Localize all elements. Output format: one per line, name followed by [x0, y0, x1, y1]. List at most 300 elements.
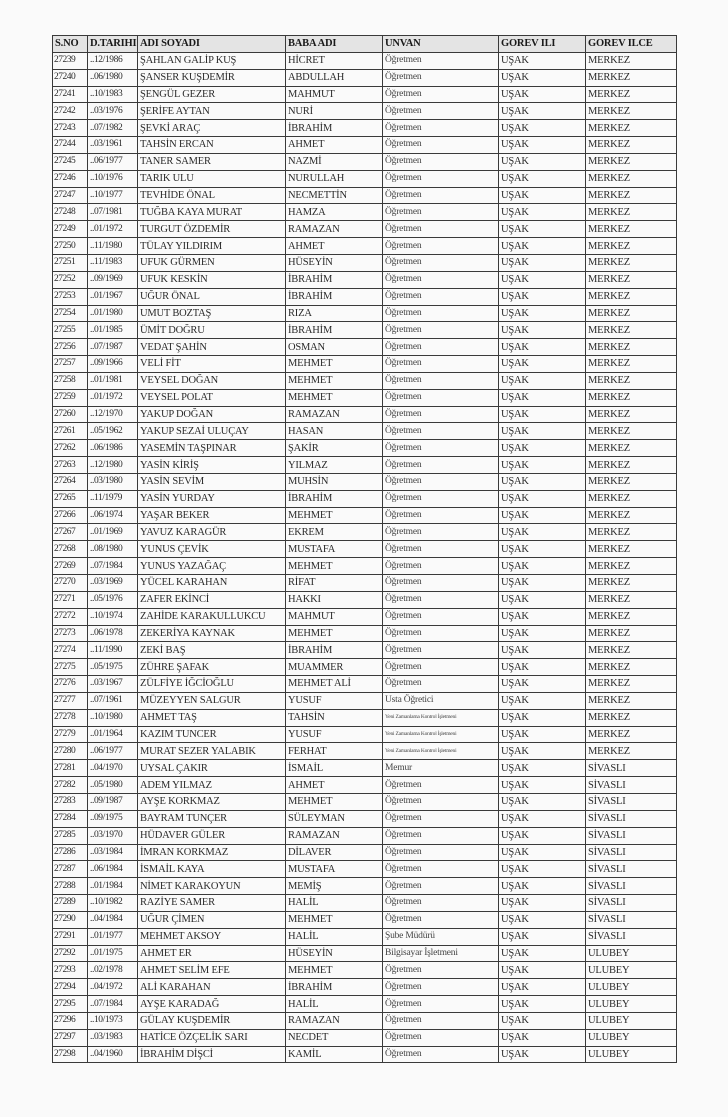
cell-father-name: İBRAHİM — [286, 490, 383, 507]
cell-father-name: AHMET — [286, 137, 383, 154]
table-row — [53, 743, 677, 760]
cell-full-name: ÜMİT DOĞRU — [138, 322, 286, 339]
cell-sno: 27281 — [53, 760, 88, 777]
table-row — [53, 204, 677, 221]
cell-birth-date: ..12/1986 — [88, 52, 138, 69]
cell-birth-date: ..09/1975 — [88, 810, 138, 827]
cell-full-name: YASİN SEVİM — [138, 473, 286, 490]
cell-full-name: ŞAHLAN GALİP KUŞ — [138, 52, 286, 69]
cell-sno: 27290 — [53, 911, 88, 928]
cell-full-name: AHMET TAŞ — [138, 709, 286, 726]
cell-title: Öğretmen — [383, 221, 499, 238]
cell-title: Öğretmen — [383, 254, 499, 271]
cell-father-name: HALİL — [286, 996, 383, 1013]
table-row — [53, 760, 677, 777]
cell-province: UŞAK — [499, 457, 586, 474]
cell-father-name: İBRAHİM — [286, 271, 383, 288]
cell-province: UŞAK — [499, 541, 586, 558]
table-row — [53, 692, 677, 709]
cell-sno: 27276 — [53, 676, 88, 693]
cell-father-name: YUSUF — [286, 692, 383, 709]
table-row — [53, 238, 677, 255]
cell-district: MERKEZ — [586, 372, 677, 389]
cell-sno: 27272 — [53, 608, 88, 625]
table-row — [53, 271, 677, 288]
cell-father-name: HÜSEYİN — [286, 945, 383, 962]
cell-district: MERKEZ — [586, 490, 677, 507]
header-title: UNVAN — [383, 36, 499, 53]
cell-sno: 27270 — [53, 575, 88, 592]
cell-birth-date: ..10/1980 — [88, 709, 138, 726]
cell-sno: 27240 — [53, 69, 88, 86]
cell-sno: 27263 — [53, 457, 88, 474]
cell-full-name: TURGUT ÖZDEMİR — [138, 221, 286, 238]
table-row — [53, 356, 677, 373]
cell-district: MERKEZ — [586, 339, 677, 356]
cell-father-name: RİFAT — [286, 575, 383, 592]
cell-sno: 27269 — [53, 558, 88, 575]
table-row — [53, 726, 677, 743]
cell-province: UŞAK — [499, 895, 586, 912]
cell-full-name: İSMAİL KAYA — [138, 861, 286, 878]
table-row — [53, 777, 677, 794]
cell-birth-date: ..10/1983 — [88, 86, 138, 103]
cell-sno: 27257 — [53, 356, 88, 373]
table-row — [53, 52, 677, 69]
cell-sno: 27294 — [53, 979, 88, 996]
cell-province: UŞAK — [499, 137, 586, 154]
cell-sno: 27293 — [53, 962, 88, 979]
cell-sno: 27274 — [53, 642, 88, 659]
cell-full-name: AYŞE KARADAĞ — [138, 996, 286, 1013]
cell-district: MERKEZ — [586, 120, 677, 137]
cell-full-name: AYŞE KORKMAZ — [138, 793, 286, 810]
table-row — [53, 339, 677, 356]
cell-sno: 27239 — [53, 52, 88, 69]
cell-full-name: TÜLAY YILDIRIM — [138, 238, 286, 255]
cell-sno: 27253 — [53, 288, 88, 305]
cell-province: UŞAK — [499, 305, 586, 322]
cell-district: MERKEZ — [586, 238, 677, 255]
table-row — [53, 1046, 677, 1063]
cell-district: MERKEZ — [586, 204, 677, 221]
cell-title: Öğretmen — [383, 288, 499, 305]
cell-birth-date: ..06/1986 — [88, 440, 138, 457]
cell-district: SİVASLI — [586, 895, 677, 912]
table-row — [53, 440, 677, 457]
cell-title: Öğretmen — [383, 170, 499, 187]
cell-full-name: RAZİYE SAMER — [138, 895, 286, 912]
cell-title: Öğretmen — [383, 810, 499, 827]
cell-sno: 27288 — [53, 878, 88, 895]
cell-full-name: MEHMET AKSOY — [138, 928, 286, 945]
cell-birth-date: ..05/1976 — [88, 591, 138, 608]
cell-sno: 27268 — [53, 541, 88, 558]
cell-father-name: MEHMET ALİ — [286, 676, 383, 693]
cell-title: Öğretmen — [383, 103, 499, 120]
cell-province: UŞAK — [499, 507, 586, 524]
cell-birth-date: ..06/1977 — [88, 743, 138, 760]
cell-full-name: YASİN YURDAY — [138, 490, 286, 507]
cell-father-name: MEHMET — [286, 507, 383, 524]
cell-district: MERKEZ — [586, 153, 677, 170]
table-row — [53, 137, 677, 154]
cell-province: UŞAK — [499, 760, 586, 777]
cell-birth-date: ..06/1974 — [88, 507, 138, 524]
cell-father-name: NURİ — [286, 103, 383, 120]
cell-title: Öğretmen — [383, 591, 499, 608]
cell-district: SİVASLI — [586, 928, 677, 945]
cell-full-name: ZEKİ BAŞ — [138, 642, 286, 659]
cell-father-name: KAMİL — [286, 1046, 383, 1063]
cell-province: UŞAK — [499, 793, 586, 810]
cell-full-name: NİMET KARAKOYUN — [138, 878, 286, 895]
cell-father-name: SÜLEYMAN — [286, 810, 383, 827]
cell-province: UŞAK — [499, 204, 586, 221]
cell-title: Öğretmen — [383, 541, 499, 558]
cell-birth-date: ..01/1964 — [88, 726, 138, 743]
cell-full-name: UMUT BOZTAŞ — [138, 305, 286, 322]
cell-title: Bilgisayar İşletmeni — [383, 945, 499, 962]
cell-birth-date: ..10/1973 — [88, 1012, 138, 1029]
table-row — [53, 928, 677, 945]
cell-sno: 27279 — [53, 726, 88, 743]
cell-province: UŞAK — [499, 103, 586, 120]
cell-district: MERKEZ — [586, 254, 677, 271]
cell-title: Öğretmen — [383, 1029, 499, 1046]
cell-title: Öğretmen — [383, 137, 499, 154]
table-row — [53, 423, 677, 440]
cell-full-name: KAZIM TUNCER — [138, 726, 286, 743]
cell-father-name: DİLAVER — [286, 844, 383, 861]
cell-sno: 27258 — [53, 372, 88, 389]
table-row — [53, 608, 677, 625]
cell-district: MERKEZ — [586, 709, 677, 726]
cell-district: SİVASLI — [586, 844, 677, 861]
cell-title: Memur — [383, 760, 499, 777]
cell-title: Öğretmen — [383, 625, 499, 642]
table-row — [53, 625, 677, 642]
table-row — [53, 490, 677, 507]
cell-province: UŞAK — [499, 676, 586, 693]
cell-province: UŞAK — [499, 524, 586, 541]
cell-title: Öğretmen — [383, 372, 499, 389]
cell-full-name: ZAHİDE KARAKULLUKCU — [138, 608, 286, 625]
cell-birth-date: ..03/1983 — [88, 1029, 138, 1046]
table-row — [53, 86, 677, 103]
cell-district: SİVASLI — [586, 777, 677, 794]
cell-sno: 27266 — [53, 507, 88, 524]
cell-sno: 27297 — [53, 1029, 88, 1046]
table-row — [53, 221, 677, 238]
cell-district: MERKEZ — [586, 692, 677, 709]
cell-district: MERKEZ — [586, 423, 677, 440]
cell-province: UŞAK — [499, 254, 586, 271]
cell-father-name: ŞAKİR — [286, 440, 383, 457]
cell-title: Öğretmen — [383, 524, 499, 541]
cell-full-name: YAKUP SEZAİ ULUÇAY — [138, 423, 286, 440]
cell-father-name: RAMAZAN — [286, 1012, 383, 1029]
table-row — [53, 709, 677, 726]
cell-birth-date: ..01/1975 — [88, 945, 138, 962]
cell-sno: 27256 — [53, 339, 88, 356]
cell-father-name: HAKKI — [286, 591, 383, 608]
cell-full-name: ADEM YILMAZ — [138, 777, 286, 794]
cell-father-name: YUSUF — [286, 726, 383, 743]
cell-birth-date: ..04/1960 — [88, 1046, 138, 1063]
cell-province: UŞAK — [499, 52, 586, 69]
table-row — [53, 170, 677, 187]
cell-birth-date: ..11/1979 — [88, 490, 138, 507]
cell-birth-date: ..12/1970 — [88, 406, 138, 423]
cell-province: UŞAK — [499, 473, 586, 490]
cell-birth-date: ..01/1967 — [88, 288, 138, 305]
cell-sno: 27295 — [53, 996, 88, 1013]
cell-title: Öğretmen — [383, 895, 499, 912]
table-row — [53, 642, 677, 659]
cell-birth-date: ..01/1972 — [88, 221, 138, 238]
cell-full-name: YAKUP DOĞAN — [138, 406, 286, 423]
cell-district: MERKEZ — [586, 625, 677, 642]
cell-birth-date: ..05/1962 — [88, 423, 138, 440]
cell-full-name: İBRAHİM DİŞCİ — [138, 1046, 286, 1063]
cell-district: ULUBEY — [586, 979, 677, 996]
cell-title: Yeni Zamanlama Kontrol İşletmeni — [383, 709, 499, 726]
cell-father-name: İBRAHİM — [286, 979, 383, 996]
cell-province: UŞAK — [499, 979, 586, 996]
cell-province: UŞAK — [499, 120, 586, 137]
cell-district: MERKEZ — [586, 541, 677, 558]
cell-title: Öğretmen — [383, 844, 499, 861]
cell-province: UŞAK — [499, 692, 586, 709]
cell-province: UŞAK — [499, 1046, 586, 1063]
cell-father-name: MEHMET — [286, 356, 383, 373]
cell-province: UŞAK — [499, 490, 586, 507]
table-row — [53, 895, 677, 912]
cell-title: Öğretmen — [383, 389, 499, 406]
cell-full-name: UĞUR ÇİMEN — [138, 911, 286, 928]
cell-district: MERKEZ — [586, 305, 677, 322]
cell-full-name: ZÜHRE ŞAFAK — [138, 659, 286, 676]
cell-district: SİVASLI — [586, 810, 677, 827]
cell-father-name: HALİL — [286, 895, 383, 912]
cell-district: MERKEZ — [586, 575, 677, 592]
cell-title: Öğretmen — [383, 659, 499, 676]
cell-father-name: TAHSİN — [286, 709, 383, 726]
cell-title: Öğretmen — [383, 793, 499, 810]
cell-title: Öğretmen — [383, 473, 499, 490]
cell-birth-date: ..11/1990 — [88, 642, 138, 659]
cell-full-name: ŞEVKİ ARAÇ — [138, 120, 286, 137]
table-row — [53, 541, 677, 558]
cell-district: MERKEZ — [586, 591, 677, 608]
cell-sno: 27264 — [53, 473, 88, 490]
cell-title: Öğretmen — [383, 187, 499, 204]
cell-birth-date: ..11/1980 — [88, 238, 138, 255]
cell-district: MERKEZ — [586, 473, 677, 490]
cell-title: Öğretmen — [383, 86, 499, 103]
cell-birth-date: ..03/1970 — [88, 827, 138, 844]
table-row — [53, 288, 677, 305]
cell-father-name: MEHMET — [286, 389, 383, 406]
cell-birth-date: ..01/1981 — [88, 372, 138, 389]
cell-sno: 27262 — [53, 440, 88, 457]
cell-birth-date: ..03/1984 — [88, 844, 138, 861]
cell-title: Öğretmen — [383, 120, 499, 137]
cell-province: UŞAK — [499, 962, 586, 979]
cell-full-name: UFUK GÜRMEN — [138, 254, 286, 271]
cell-birth-date: ..03/1967 — [88, 676, 138, 693]
cell-province: UŞAK — [499, 440, 586, 457]
cell-title: Öğretmen — [383, 305, 499, 322]
cell-birth-date: ..07/1982 — [88, 120, 138, 137]
cell-father-name: YILMAZ — [286, 457, 383, 474]
cell-district: SİVASLI — [586, 827, 677, 844]
table-row — [53, 187, 677, 204]
cell-province: UŞAK — [499, 726, 586, 743]
cell-birth-date: ..04/1972 — [88, 979, 138, 996]
cell-title: Öğretmen — [383, 962, 499, 979]
cell-district: MERKEZ — [586, 137, 677, 154]
cell-title: Öğretmen — [383, 878, 499, 895]
cell-birth-date: ..03/1980 — [88, 473, 138, 490]
cell-province: UŞAK — [499, 743, 586, 760]
cell-sno: 27252 — [53, 271, 88, 288]
cell-province: UŞAK — [499, 238, 586, 255]
cell-sno: 27291 — [53, 928, 88, 945]
cell-title: Öğretmen — [383, 911, 499, 928]
cell-father-name: MUAMMER — [286, 659, 383, 676]
cell-sno: 27273 — [53, 625, 88, 642]
cell-sno: 27286 — [53, 844, 88, 861]
cell-title: Öğretmen — [383, 507, 499, 524]
cell-father-name: İSMAİL — [286, 760, 383, 777]
cell-full-name: YAŞAR BEKER — [138, 507, 286, 524]
cell-father-name: NECMETTİN — [286, 187, 383, 204]
cell-full-name: VEYSEL POLAT — [138, 389, 286, 406]
cell-father-name: İBRAHİM — [286, 322, 383, 339]
cell-title: Öğretmen — [383, 69, 499, 86]
cell-sno: 27298 — [53, 1046, 88, 1063]
cell-father-name: İBRAHİM — [286, 288, 383, 305]
cell-father-name: MAHMUT — [286, 608, 383, 625]
cell-title: Öğretmen — [383, 356, 499, 373]
cell-full-name: ŞERİFE AYTAN — [138, 103, 286, 120]
table-row — [53, 844, 677, 861]
cell-district: MERKEZ — [586, 743, 677, 760]
cell-district: ULUBEY — [586, 962, 677, 979]
cell-full-name: HÜDAVER GÜLER — [138, 827, 286, 844]
cell-birth-date: ..01/1977 — [88, 928, 138, 945]
cell-province: UŞAK — [499, 288, 586, 305]
cell-title: Öğretmen — [383, 271, 499, 288]
cell-full-name: ZÜLFİYE İĞCİOĞLU — [138, 676, 286, 693]
cell-title: Öğretmen — [383, 979, 499, 996]
cell-province: UŞAK — [499, 777, 586, 794]
cell-birth-date: ..01/1969 — [88, 524, 138, 541]
cell-full-name: MÜZEYYEN SALGUR — [138, 692, 286, 709]
cell-sno: 27242 — [53, 103, 88, 120]
cell-birth-date: ..01/1984 — [88, 878, 138, 895]
cell-full-name: VELİ FİT — [138, 356, 286, 373]
cell-district: MERKEZ — [586, 507, 677, 524]
cell-sno: 27251 — [53, 254, 88, 271]
cell-province: UŞAK — [499, 996, 586, 1013]
cell-father-name: RAMAZAN — [286, 827, 383, 844]
cell-father-name: HALİL — [286, 928, 383, 945]
cell-birth-date: ..09/1969 — [88, 271, 138, 288]
cell-birth-date: ..11/1983 — [88, 254, 138, 271]
cell-father-name: MEHMET — [286, 911, 383, 928]
table-row — [53, 254, 677, 271]
personnel-list-table — [52, 35, 677, 1063]
cell-father-name: HÜSEYİN — [286, 254, 383, 271]
cell-father-name: HAMZA — [286, 204, 383, 221]
cell-district: MERKEZ — [586, 52, 677, 69]
cell-father-name: MUSTAFA — [286, 861, 383, 878]
cell-birth-date: ..03/1976 — [88, 103, 138, 120]
cell-birth-date: ..01/1985 — [88, 322, 138, 339]
cell-full-name: AHMET SELİM EFE — [138, 962, 286, 979]
table-row — [53, 810, 677, 827]
cell-birth-date: ..03/1961 — [88, 137, 138, 154]
cell-district: MERKEZ — [586, 69, 677, 86]
cell-title: Öğretmen — [383, 490, 499, 507]
table-row — [53, 305, 677, 322]
cell-father-name: İBRAHİM — [286, 120, 383, 137]
cell-district: MERKEZ — [586, 676, 677, 693]
cell-district: MERKEZ — [586, 642, 677, 659]
cell-full-name: AHMET ER — [138, 945, 286, 962]
cell-birth-date: ..04/1984 — [88, 911, 138, 928]
cell-district: ULUBEY — [586, 1012, 677, 1029]
cell-sno: 27282 — [53, 777, 88, 794]
table-row — [53, 372, 677, 389]
cell-father-name: HİCRET — [286, 52, 383, 69]
cell-father-name: MEHMET — [286, 793, 383, 810]
cell-sno: 27245 — [53, 153, 88, 170]
cell-sno: 27248 — [53, 204, 88, 221]
cell-province: UŞAK — [499, 642, 586, 659]
cell-province: UŞAK — [499, 153, 586, 170]
cell-father-name: İBRAHİM — [286, 642, 383, 659]
cell-district: MERKEZ — [586, 608, 677, 625]
table-row — [53, 591, 677, 608]
cell-province: UŞAK — [499, 406, 586, 423]
cell-father-name: RAMAZAN — [286, 221, 383, 238]
cell-district: MERKEZ — [586, 440, 677, 457]
cell-district: ULUBEY — [586, 945, 677, 962]
cell-full-name: ZEKERİYA KAYNAK — [138, 625, 286, 642]
table-row — [53, 473, 677, 490]
table-row — [53, 945, 677, 962]
cell-full-name: HATİCE ÖZÇELİK SARI — [138, 1029, 286, 1046]
cell-birth-date: ..03/1969 — [88, 575, 138, 592]
table-row — [53, 659, 677, 676]
cell-title: Öğretmen — [383, 1012, 499, 1029]
cell-sno: 27275 — [53, 659, 88, 676]
cell-sno: 27259 — [53, 389, 88, 406]
table-row — [53, 1012, 677, 1029]
table-row — [53, 389, 677, 406]
cell-sno: 27292 — [53, 945, 88, 962]
table-row — [53, 457, 677, 474]
cell-father-name: MUHSİN — [286, 473, 383, 490]
cell-title: Öğretmen — [383, 608, 499, 625]
cell-father-name: MEHMET — [286, 625, 383, 642]
cell-full-name: TARIK ULU — [138, 170, 286, 187]
table-row — [53, 911, 677, 928]
